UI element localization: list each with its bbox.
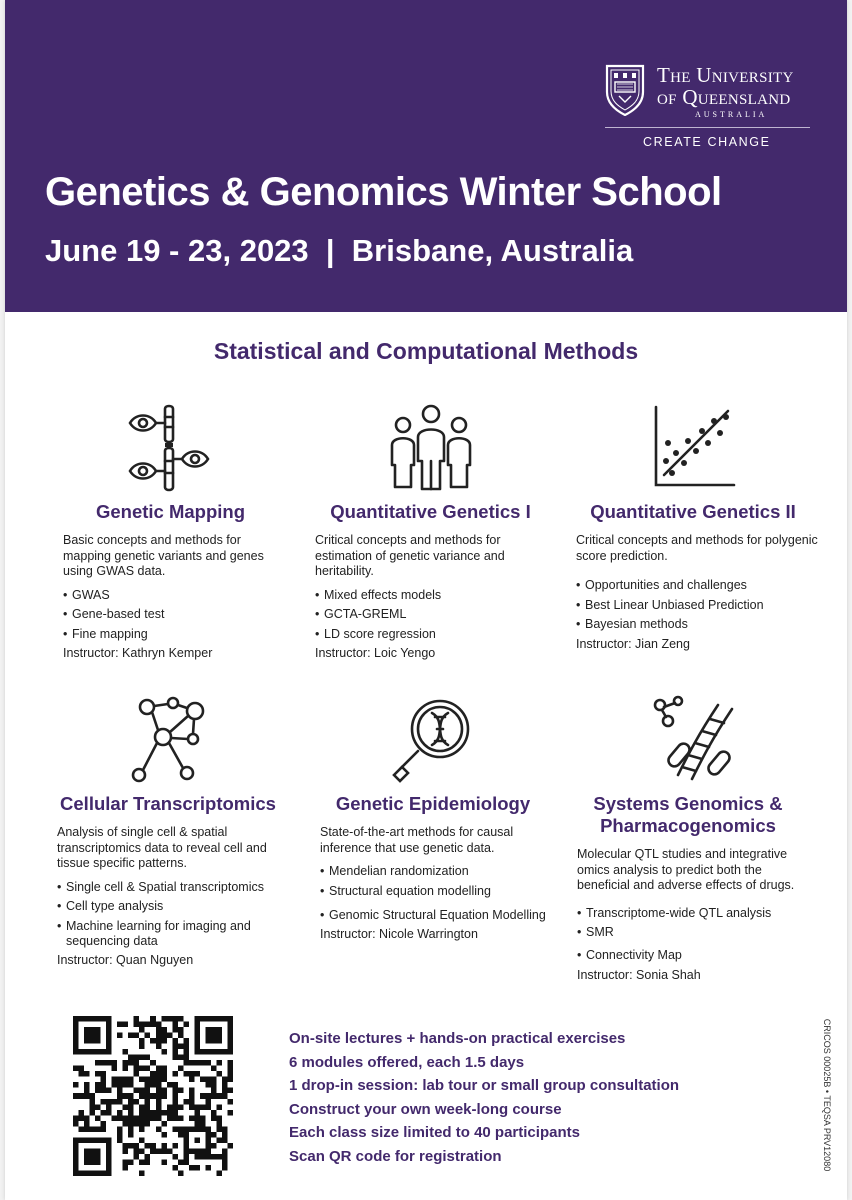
chromosome-icon [126,403,216,493]
list-item: • Best Linear Unbiased Prediction [576,598,818,613]
module-instructor: Instructor: Loic Yengo [315,646,436,660]
feature-item: Each class size limited to 40 participants [289,1124,580,1141]
module-instructor: Instructor: Nicole Warrington [320,927,478,941]
module-instructor: Instructor: Quan Nguyen [57,953,194,967]
module-topics [577,906,818,964]
list-item: • Cell type analysis [57,899,288,914]
list-item: • Bayesian methods [576,617,818,632]
module-genetic-epidemiology [308,695,558,941]
magnifier-dna-icon [388,695,478,785]
list-item: • Connectivity Map [577,948,818,963]
list-item: • SMR [577,925,818,940]
uq-name: The University of Queensland [657,63,794,109]
list-item: • GCTA-GREML [315,607,553,622]
module-title: Quantitative Genetics I [330,501,531,522]
uq-logo [605,62,810,152]
module-topics [576,578,818,632]
feature-item: On-site lectures + hands-on practical exercises [289,1030,626,1047]
module-instructor: Instructor: Jian Zeng [576,636,690,651]
list-item: • Machine learning for imaging and sequencing data [57,919,288,949]
module-description: Molecular QTL studies and integrative omics analysis to predict both the beneficial and adverse effects of drugs. [577,847,795,892]
list-item: • Single cell & Spatial transcriptomics [57,880,288,895]
feature-item: 6 modules offered, each 1.5 days [289,1053,525,1071]
list-item: • GWAS [63,588,288,603]
module-instructor: Instructor: Sonia Shah [577,967,701,982]
module-topics [63,588,288,642]
list-item: • LD score regression [315,627,553,642]
features-list [289,1027,679,1168]
feature-item: Scan QR code for registration [289,1147,502,1165]
module-cellular-transcriptomics [48,695,288,967]
module-genetic-mapping [53,403,288,660]
module-title: Systems Genomics & Pharmacogenomics [593,793,783,836]
module-title: Genetic Mapping [95,501,246,522]
module-topics [320,864,558,923]
uq-country: AUSTRALIA [695,110,768,119]
module-title: Cellular Transcriptomics [60,793,276,814]
date-location: June 19 - 23, 2023 | Brisbane, Australia [45,233,634,268]
module-systems-genomics [568,695,818,982]
feature-item: 1 drop-in session: lab tour or small group consultation [289,1077,680,1094]
module-instructor: Instructor: Kathryn Kemper [63,646,213,660]
page-title: Genetics & Genomics Winter School [45,170,722,214]
module-quantitative-genetics-1 [308,403,553,660]
network-graph-icon [123,695,213,785]
cricos-notice: CRICOS 00025B • TEQSA PRV12080 [822,1018,832,1172]
list-item: • Mendelian randomization [320,864,558,879]
logo-divider [605,127,810,128]
module-title: Quantitative Genetics II [590,501,796,522]
poster [5,0,847,1200]
header-banner [5,0,847,312]
people-group-icon [386,403,476,493]
section-title: Statistical and Computational Methods [213,338,639,364]
module-description: State-of-the-art methods for causal inference that use genetic data. [320,825,514,855]
module-description: Critical concepts and methods for polygenic score prediction. [576,533,818,563]
list-item: • Mixed effects models [315,588,553,603]
uq-slogan: CREATE CHANGE [643,135,771,149]
registration-qr-code[interactable] [73,1016,233,1176]
module-description: Analysis of single cell & spatial transcriptomics data to reveal cell and tissue specific patterns. [57,825,267,870]
module-topics [315,588,553,642]
scatter-plot-icon [648,403,738,493]
list-item: • Transcriptome-wide QTL analysis [577,906,818,921]
feature-item: Construct your own week-long course [289,1100,562,1118]
dna-pills-icon [648,695,738,785]
list-item: • Gene-based test [63,607,288,622]
module-description: Critical concepts and methods for estimation of genetic variance and heritability. [315,533,505,578]
module-title: Genetic Epidemiology [335,793,531,814]
module-quantitative-genetics-2 [568,403,818,651]
module-description: Basic concepts and methods for mapping genetic variants and genes using GWAS data. [63,533,264,578]
list-item: • Opportunities and challenges [576,578,818,593]
list-item: • Structural equation modelling [320,884,558,899]
list-item: • Genomic Structural Equation Modelling [320,908,558,923]
module-topics [57,880,288,949]
uq-crest-icon [605,64,645,116]
list-item: • Fine mapping [63,627,288,642]
